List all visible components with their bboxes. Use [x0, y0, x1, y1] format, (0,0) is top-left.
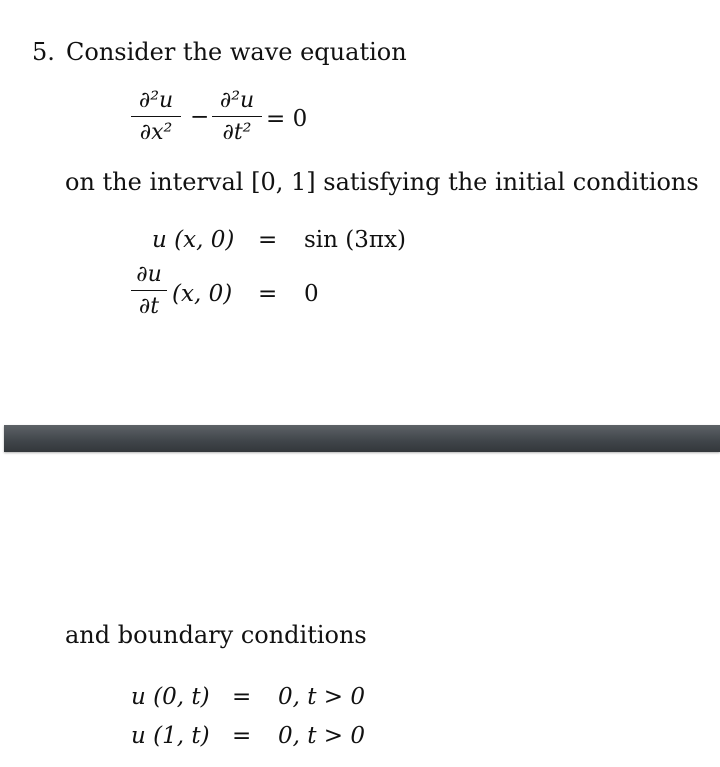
bc-1-equals: = [232, 684, 252, 710]
pde-fraction-t [212, 90, 262, 144]
pde-term2-numerator: ∂²u [219, 88, 255, 113]
ic-2-equals: = [258, 281, 278, 307]
bc-2-rhs: 0, t > 0 [278, 723, 366, 749]
problem-intro: Consider the wave equation [66, 38, 407, 66]
fraction-bar [131, 116, 181, 117]
bc-1-rhs: 0, t > 0 [278, 684, 366, 710]
interval-text: on the interval [0, 1] satisfying the initial conditions [65, 168, 699, 196]
bc-1-lhs: u (0, t) [131, 684, 210, 710]
bc-2-lhs: u (1, t) [131, 723, 210, 749]
pde-term1-denominator: ∂x² [139, 120, 173, 145]
ic-2-args: (x, 0) [172, 281, 233, 307]
ic-2-denominator: ∂t [138, 294, 160, 319]
section-divider [4, 425, 720, 452]
pde-rhs: = 0 [266, 106, 308, 132]
ic-1-rhs: sin (3πx) [304, 227, 406, 253]
ic-1-lhs: u (x, 0) [152, 227, 235, 253]
pde-term2-denominator: ∂t² [222, 120, 252, 145]
bc-2-equals: = [232, 723, 252, 749]
fraction-bar [131, 290, 167, 291]
problem-number: 5. [32, 38, 55, 66]
ic-2-derivative [131, 264, 167, 318]
fraction-bar [212, 116, 262, 117]
ic-2-rhs: 0 [304, 281, 319, 307]
pde-minus-sign: − [190, 104, 210, 130]
boundary-text: and boundary conditions [65, 621, 367, 649]
pde-fraction-x [131, 90, 181, 144]
ic-2-numerator: ∂u [136, 262, 162, 287]
ic-1-equals: = [258, 227, 278, 253]
pde-term1-numerator: ∂²u [138, 88, 174, 113]
